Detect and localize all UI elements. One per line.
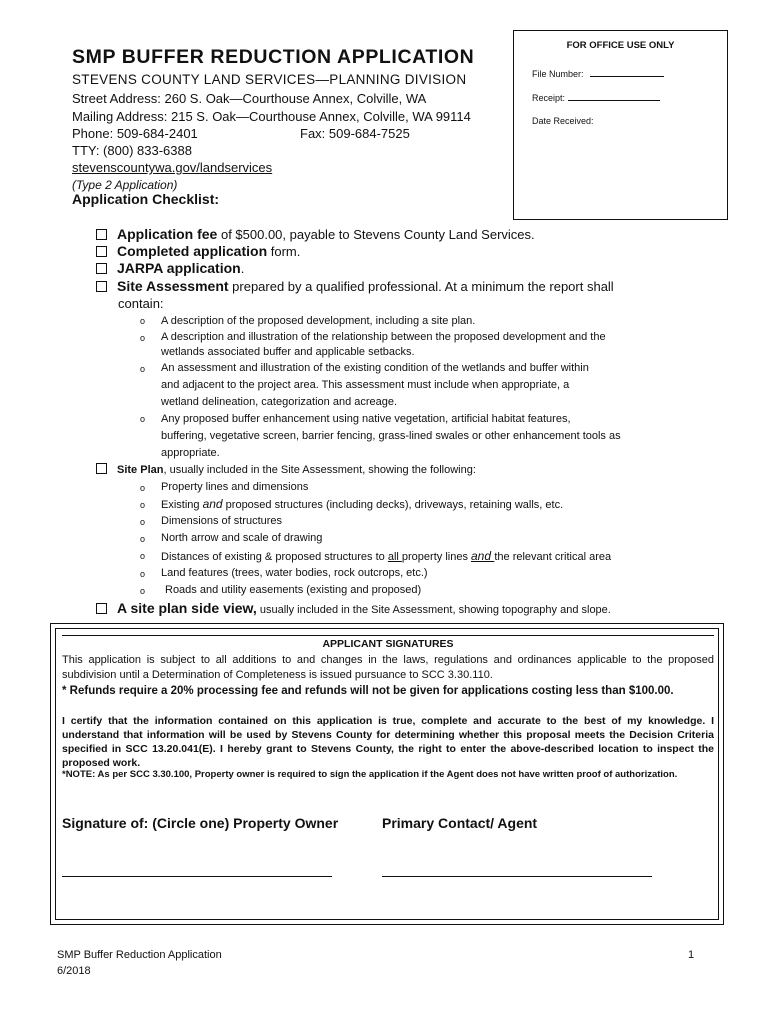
list-item: Dimensions of structures: [161, 515, 283, 527]
list-item: Any proposed buffer enhancement using native vegetation, artificial habitat features,: [161, 413, 571, 425]
bullet-glyph: o: [140, 483, 146, 493]
fee-label: Application fee: [117, 226, 218, 242]
list-item-part: Existing: [161, 499, 203, 511]
site-assessment-text-cont: contain:: [118, 296, 164, 311]
list-item: [161, 548, 611, 566]
list-item-part: Distances of existing & proposed structures to: [161, 551, 388, 563]
checklist-item-site-assessment: [96, 278, 614, 295]
application-type: (Type 2 Application): [72, 178, 178, 192]
list-item: [161, 496, 563, 514]
list-item-emphasis: all: [387, 551, 402, 563]
owner-signature-line[interactable]: [62, 876, 332, 877]
bullet-glyph: o: [140, 586, 146, 596]
site-assessment-text: prepared by a qualified professional. At a minimum the report shall: [228, 279, 614, 294]
phone: Phone: 509-684-2401: [72, 126, 198, 141]
bullet-glyph: o: [140, 414, 146, 424]
checklist-item-side-view: [96, 600, 611, 619]
list-item-cont: buffering, vegetative screen, barrier fencing, grass-lined swales or other enhancement tools as: [161, 430, 621, 442]
site-plan-text: , usually included in the Site Assessment, showing the following:: [163, 464, 476, 476]
checklist-item-form: [96, 243, 300, 260]
jarpa-label: JARPA application: [117, 260, 241, 276]
list-item-part: property lines: [401, 551, 471, 563]
certification-text: I certify that the information contained on this application is true, complete and accurate to the best of my knowledge. I understand that information will be used by Stevens County for determining whether this proposal meets the Decision Criteria specified in SCC 13.20.041(E). I hereby grant to Stevens County, the right to enter the above-described location to inspect the proposed work.: [62, 715, 714, 769]
form-text: form.: [267, 244, 301, 259]
checkbox-side-view[interactable]: [96, 603, 107, 614]
signatures-title: APPLICANT SIGNATURES: [322, 638, 454, 650]
list-item: An assessment and illustration of the existing condition of the wetlands and buffer within: [161, 362, 589, 374]
list-item: Roads and utility easements (existing and proposed): [165, 584, 422, 596]
signature-divider: [62, 635, 714, 636]
checkbox-form[interactable]: [96, 246, 107, 257]
list-item: A description of the proposed development, including a site plan.: [161, 315, 476, 327]
signatures-paragraph-1: This application is subject to all additions to and changes in the laws, regulations and ordinances applicable to the proposed subdivision until a Determination of Completeness is issued pursuance to SCC 3.30.110.: [62, 654, 714, 681]
list-item: A description and illustration of the relationship between the proposed development and the: [161, 331, 606, 343]
checklist-item-jarpa: [96, 260, 244, 277]
form-label: Completed application: [117, 243, 268, 259]
mailing-address: Mailing Address: 215 S. Oak—Courthouse Annex, Colville, WA 99114: [72, 109, 471, 124]
bullet-glyph: o: [140, 569, 146, 579]
website-link[interactable]: stevenscountywa.gov/landservices: [72, 160, 273, 175]
office-use-title: FOR OFFICE USE ONLY: [566, 40, 675, 51]
signature-label-agent: Primary Contact/ Agent: [382, 815, 538, 831]
footer-date: 6/2018: [57, 965, 91, 977]
footer-doc-name: SMP Buffer Reduction Application: [57, 949, 222, 961]
refund-notice: * Refunds require a 20% processing fee and refunds will not be given for applications costing less than $100.00.: [62, 685, 674, 697]
list-item-cont: wetlands associated buffer and applicable setbacks.: [161, 346, 415, 358]
checkbox-site-plan[interactable]: [96, 463, 107, 474]
list-item-emphasis: and: [202, 497, 223, 511]
authorization-note: *NOTE: As per SCC 3.30.100, Property owner is required to sign the application if the Agent does not have written proof of authorization.: [62, 769, 678, 780]
date-received-label: Date Received:: [532, 116, 594, 126]
jarpa-text: .: [240, 261, 245, 276]
checkbox-fee[interactable]: [96, 229, 107, 240]
tty: TTY: (800) 833-6388: [72, 143, 192, 158]
receipt-label: Receipt:: [532, 93, 566, 103]
bullet-glyph: o: [140, 333, 146, 343]
bullet-glyph: o: [140, 500, 146, 510]
division-name: STEVENS COUNTY LAND SERVICES—PLANNING DIVISION: [72, 72, 467, 87]
page-number: 1: [688, 949, 695, 961]
bullet-glyph: o: [140, 517, 146, 527]
list-item-part: proposed structures (including decks), driveways, retaining walls, etc.: [222, 499, 564, 511]
file-number-field[interactable]: [532, 67, 664, 79]
side-view-label: A site plan side view,: [117, 600, 257, 616]
street-address: Street Address: 260 S. Oak—Courthouse Annex, Colville, WA: [72, 91, 427, 106]
site-plan-label: Site Plan: [117, 464, 164, 476]
list-item-emphasis: and: [471, 549, 495, 563]
page-title: SMP BUFFER REDUCTION APPLICATION: [72, 46, 475, 68]
list-item: North arrow and scale of drawing: [161, 532, 323, 544]
checklist-title: Application Checklist:: [72, 191, 220, 207]
list-item: Property lines and dimensions: [161, 481, 309, 493]
checkbox-jarpa[interactable]: [96, 263, 107, 274]
receipt-field[interactable]: [532, 91, 660, 103]
list-item-cont: appropriate.: [161, 447, 220, 459]
office-use-box: [513, 30, 728, 220]
bullet-glyph: o: [140, 364, 146, 374]
agent-signature-line[interactable]: [382, 876, 652, 877]
receipt-blank: [568, 91, 660, 101]
list-item: Land features (trees, water bodies, rock outcrops, etc.): [161, 567, 428, 579]
signature-label-owner: Signature of: (Circle one) Property Owner: [62, 815, 339, 831]
list-item-cont: and adjacent to the project area. This assessment must include when appropriate, a: [161, 379, 570, 391]
fee-text: of $500.00, payable to Stevens County Land Services.: [217, 227, 535, 242]
list-item-part: the relevant critical area: [494, 551, 612, 563]
checkbox-site-assessment[interactable]: [96, 281, 107, 292]
bullet-glyph: o: [140, 534, 146, 544]
file-number-label: File Number:: [532, 69, 584, 79]
fax: Fax: 509-684-7525: [300, 126, 410, 141]
list-item-cont: wetland delineation, categorization and acreage.: [161, 396, 398, 408]
checklist-item-site-plan: [96, 462, 476, 479]
file-number-blank: [590, 67, 664, 77]
bullet-glyph: o: [140, 551, 146, 561]
checklist-item-fee: [96, 226, 535, 243]
bullet-glyph: o: [140, 316, 146, 326]
site-assessment-label: Site Assessment: [117, 278, 229, 294]
side-view-text: usually included in the Site Assessment, showing topography and slope.: [256, 604, 611, 616]
